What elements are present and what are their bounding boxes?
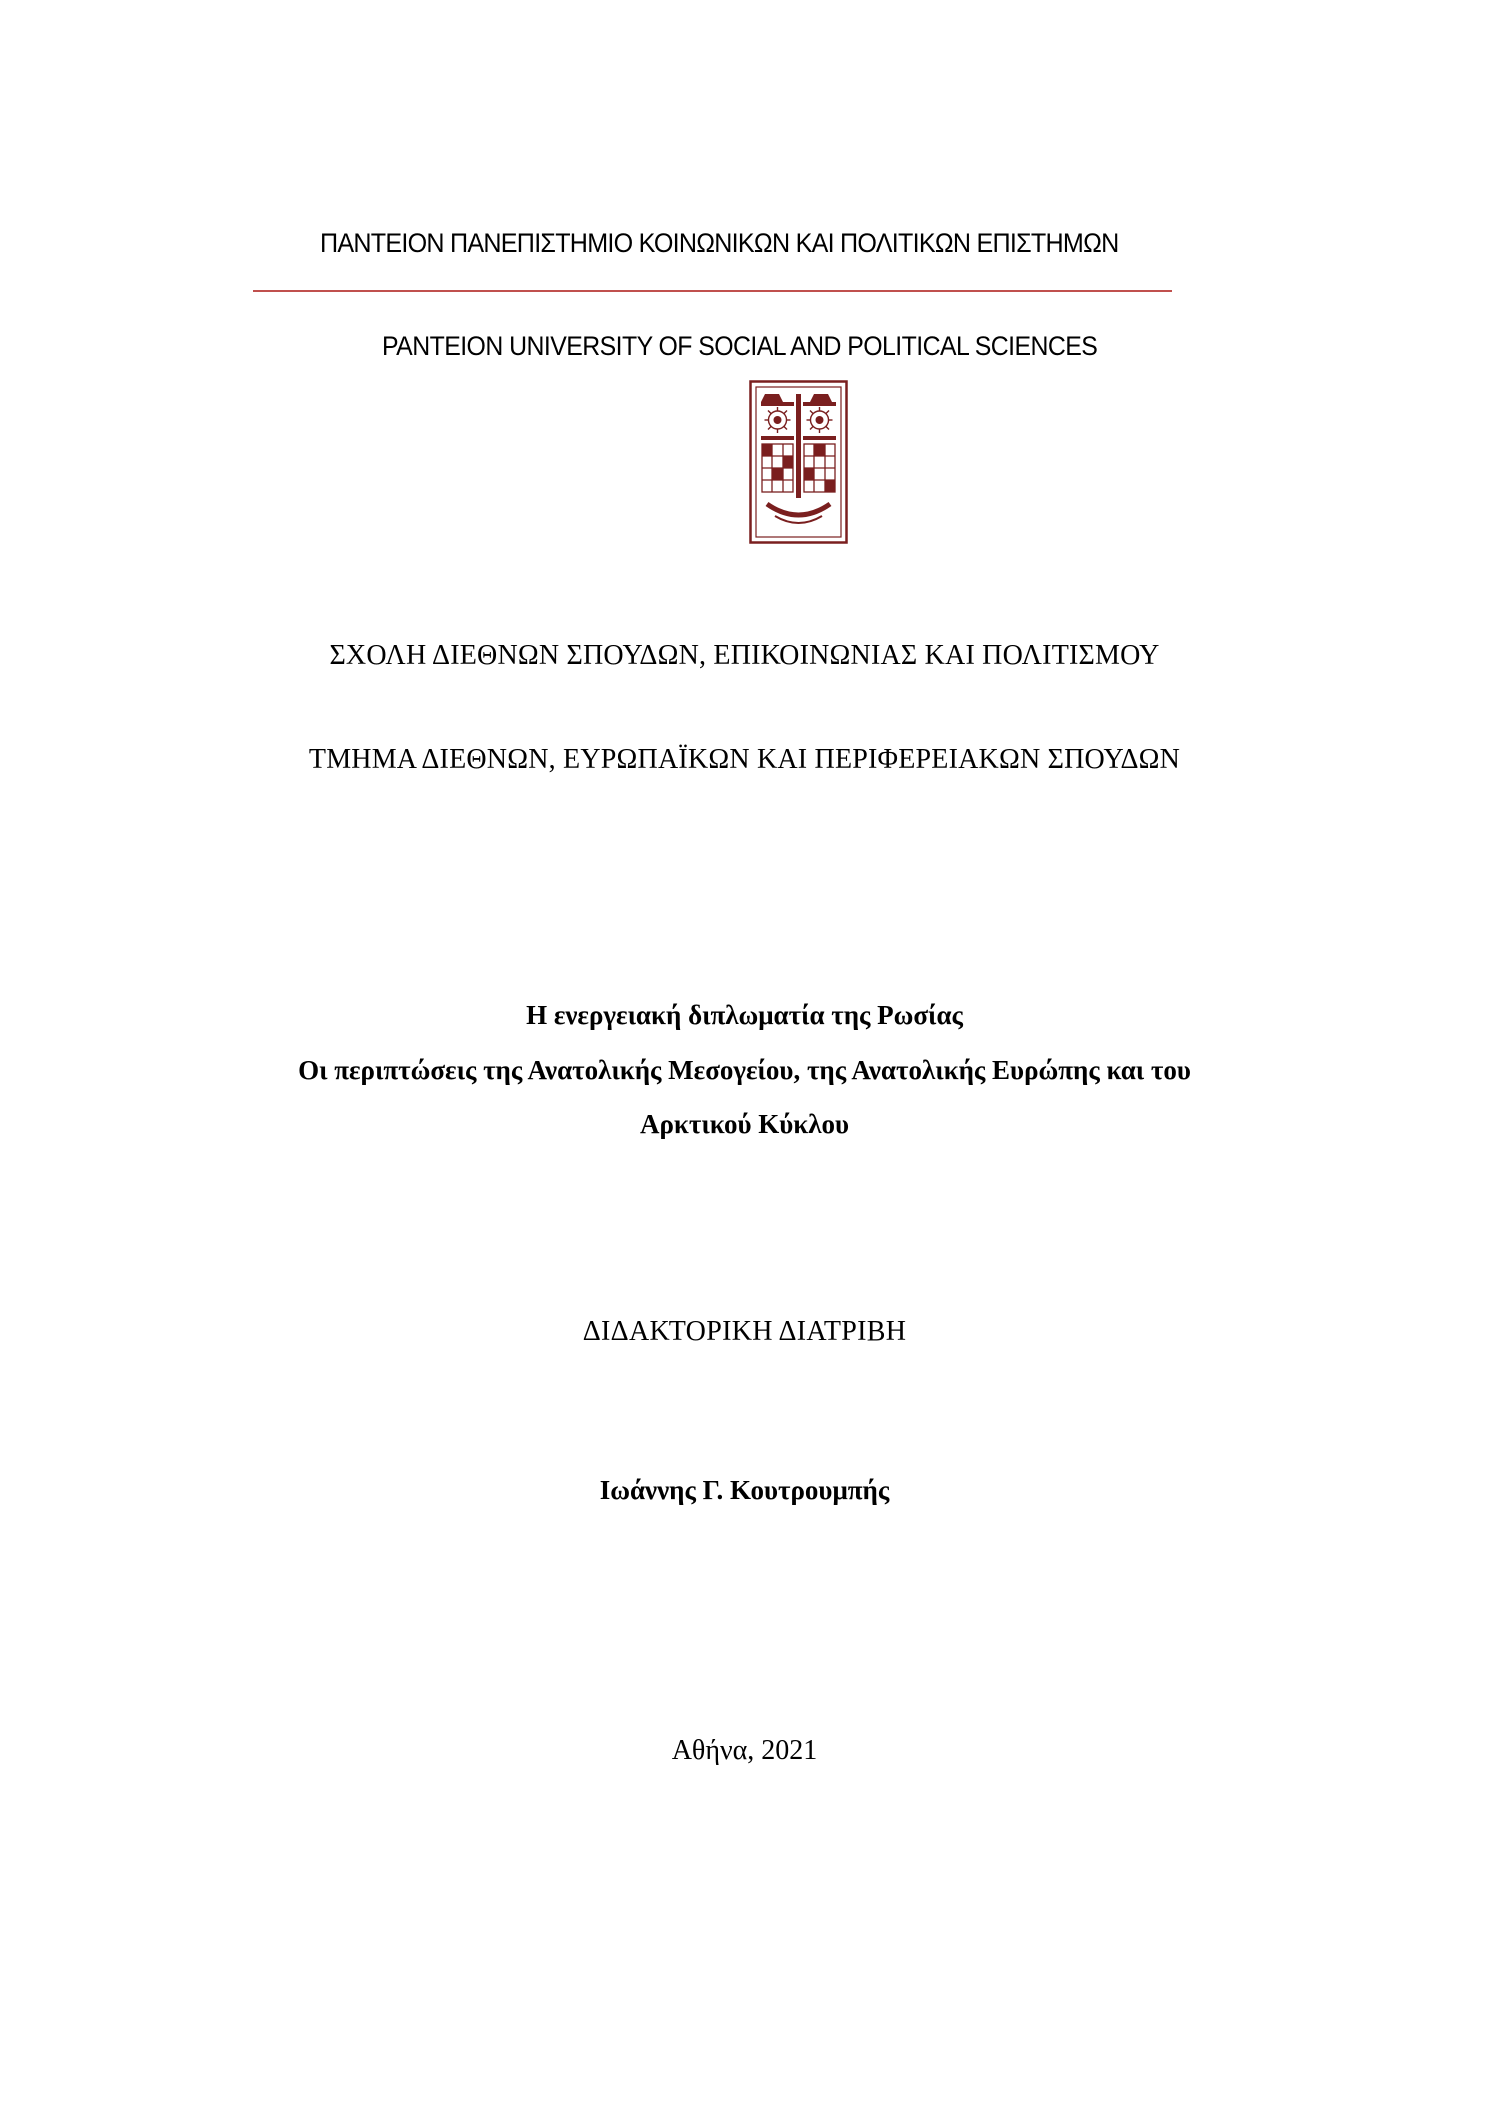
department-name: ΤΜΗΜΑ ΔΙΕΘΝΩΝ, ΕΥΡΩΠΑΪΚΩΝ ΚΑΙ ΠΕΡΙΦΕΡΕΙΑΚΩΝ ΣΠΟΥΔΩΝ [308, 744, 1181, 775]
place-and-date: Αθήνα, 2021 [671, 1735, 818, 1766]
university-name-greek: ΠΑΝΤΕΙΟΝ ΠΑΝΕΠΙΣΤΗΜΙΟ ΚΟΙΝΩΝΙΚΩΝ ΚΑΙ ΠΟΛΙΤΙΚΩΝ ΕΠΙΣΤΗΜΩΝ [320, 228, 1119, 258]
university-emblem-logo [749, 380, 848, 544]
thesis-type: ΔΙΔΑΚΤΟΡΙΚΗ ΔΙΑΤΡΙΒΗ [582, 1316, 907, 1347]
thesis-title: Η ενεργειακή διπλωματία της Ρωσίας [526, 1000, 963, 1030]
thesis-subtitle-line1: Οι περιπτώσεις της Ανατολικής Μεσογείου, της Ανατολικής Ευρώπης και του [298, 1055, 1191, 1085]
thesis-subtitle-line2: Αρκτικού Κύκλου [639, 1109, 849, 1139]
header-divider [253, 290, 1172, 292]
university-name-english: PANTEION UNIVERSITY OF SOCIAL AND POLITICAL SCIENCES [382, 331, 1098, 361]
author-name: Ιωάννης Γ. Κουτρουμπής [599, 1475, 890, 1505]
school-name: ΣΧΟΛΗ ΔΙΕΘΝΩΝ ΣΠΟΥΔΩΝ, ΕΠΙΚΟΙΝΩΝΙΑΣ ΚΑΙ ΠΟΛΙΤΙΣΜΟΥ [329, 640, 1160, 671]
